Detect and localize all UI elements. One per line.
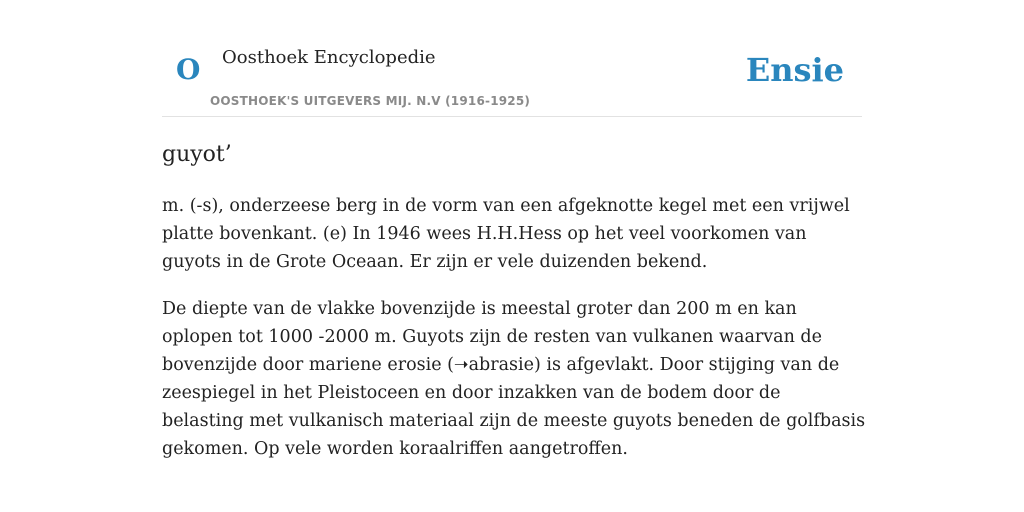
entry-title: guyot’ bbox=[162, 142, 232, 167]
source-logo[interactable]: O bbox=[176, 53, 201, 86]
source-subtitle: OOSTHOEK'S UITGEVERS MIJ. N.V (1916-1925) bbox=[210, 94, 531, 108]
source-header bbox=[162, 40, 862, 117]
entry-paragraph-definition: m. (-s), onderzeese berg in de vorm van een afgeknotte kegel met een vrijwel platte bovenkant. (e) In 1946 wees H.H.Hess op het veel voorkomen van guyots in de Grote Oceaan. Er zijn er vele duizenden bekend. bbox=[162, 196, 850, 272]
entry-paragraph-details: De diepte van de vlakke bovenzijde is meestal groter dan 200 m en kan oplopen tot 1000 -2000 m. Guyots zijn de resten van vulkanen waarvan de bovenzijde door mariene erosie (➝abrasie) is afgevlakt. Door stijging van de zeespiegel in het Pleistoceen en door inzakken van de bodem door de belasting met vulkanisch materiaal zijn de meeste guyots beneden de golfbasis gekomen. Op vele worden koraalriffen aangetroffen. bbox=[162, 299, 866, 459]
entry-content bbox=[162, 192, 867, 482]
ensie-logo[interactable]: Ensie bbox=[745, 51, 844, 89]
source-title[interactable]: Oosthoek Encyclopedie bbox=[222, 47, 436, 68]
